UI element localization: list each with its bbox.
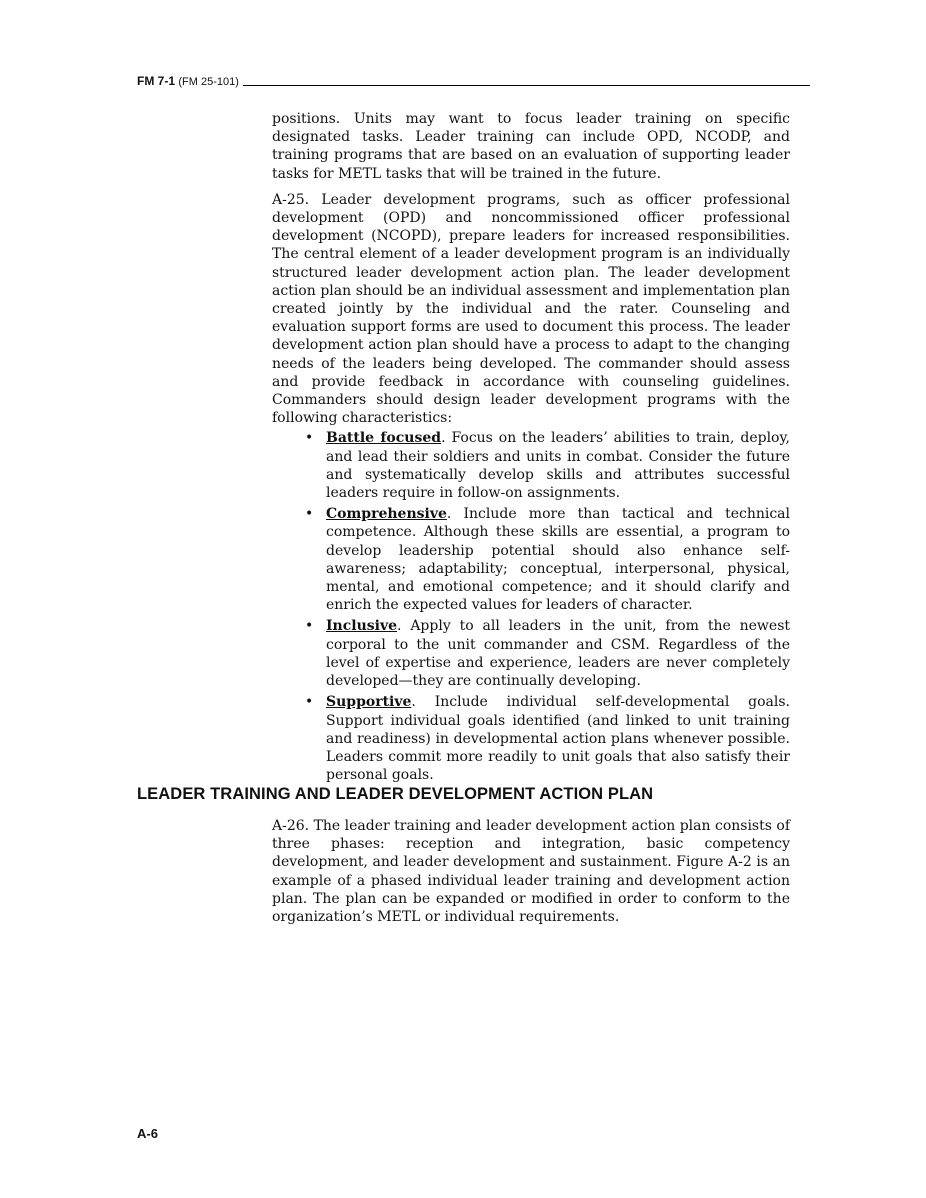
list-item bbox=[305, 429, 790, 502]
paragraph-continued: positions. Units may want to focus leader training on specific designated tasks. Leader training can include OPD, NCODP, and training programs that are based on an evaluation of supporting leader tasks for METL tasks that will be trained in the future. bbox=[272, 111, 790, 182]
list-item-term: Battle focused bbox=[326, 430, 442, 447]
list-item-term: Comprehensive bbox=[326, 506, 447, 523]
header-sub: (FM 25-101) bbox=[178, 76, 239, 88]
header-rule bbox=[243, 85, 810, 86]
list-item bbox=[305, 617, 790, 690]
paragraph-a26: A-26. The leader training and leader development action plan consists of three phases: reception and integration, basic competency development, and leader development and sustainment. Figure A-2 is an example of a phased individual leader training and development action plan. The plan can be expanded or modified in order to conform to the organization’s METL or individual requirements. bbox=[272, 818, 790, 926]
running-header bbox=[137, 74, 810, 89]
list-item-text: . Include individual self-developmental goals. Support individual goals identified (and linked to unit training and readiness) in developmental action plans whenever possible. Leaders commit more readily to unit goals that also satisfy their personal goals. bbox=[326, 694, 790, 784]
list-item-text: . Apply to all leaders in the unit, from the newest corporal to the unit commander and CSM. Regardless of the level of expertise and experience, leaders are never completely developed—they are continually developing. bbox=[326, 618, 790, 690]
bullet-icon: • bbox=[305, 694, 314, 711]
characteristics-list bbox=[272, 429, 790, 784]
list-item bbox=[305, 505, 790, 614]
bullet-icon: • bbox=[305, 430, 314, 447]
list-item-text: . Focus on the leaders’ abilities to train, deploy, and lead their soldiers and units in combat. Consider the future and systematically develop skills and attributes successful leaders require in follow-on assignments. bbox=[326, 430, 790, 502]
list-item-term: Inclusive bbox=[326, 618, 397, 635]
list-item-term: Supportive bbox=[326, 694, 412, 711]
header-code: FM 7-1 bbox=[137, 74, 176, 88]
section-heading: LEADER TRAINING AND LEADER DEVELOPMENT ACTION PLAN bbox=[137, 785, 654, 803]
paragraph-a25: A-25. Leader development programs, such as officer professional development (OPD) and noncommissioned officer professional development (NCOPD), prepare leaders for increased responsibilities. The central element of a leader development program is an individually structured leader development action plan. The leader development action plan should be an individual assessment and implementation plan created jointly by the individual and the rater. Counseling and evaluation support forms are used to document this process. The leader development action plan should have a process to adapt to the changing needs of the leaders being developed. The commander should assess and provide feedback in accordance with counseling guidelines. Commanders should design leader development programs with the following characteristics: bbox=[272, 191, 790, 427]
list-item bbox=[305, 693, 790, 784]
list-item-text: . Include more than tactical and technical competence. Although these skills are essential, a program to develop leadership potential should also enhance self-awareness; adaptability; conceptual, interpersonal, physical, mental, and emotional competence; and it should clarify and enrich the expected values for leaders of character. bbox=[326, 506, 790, 614]
bullet-icon: • bbox=[305, 506, 314, 523]
section-body bbox=[272, 817, 790, 934]
bullet-icon: • bbox=[305, 618, 314, 635]
page-number: A-6 bbox=[137, 1126, 158, 1141]
header-publication-id bbox=[137, 74, 239, 89]
body-text bbox=[272, 110, 790, 787]
